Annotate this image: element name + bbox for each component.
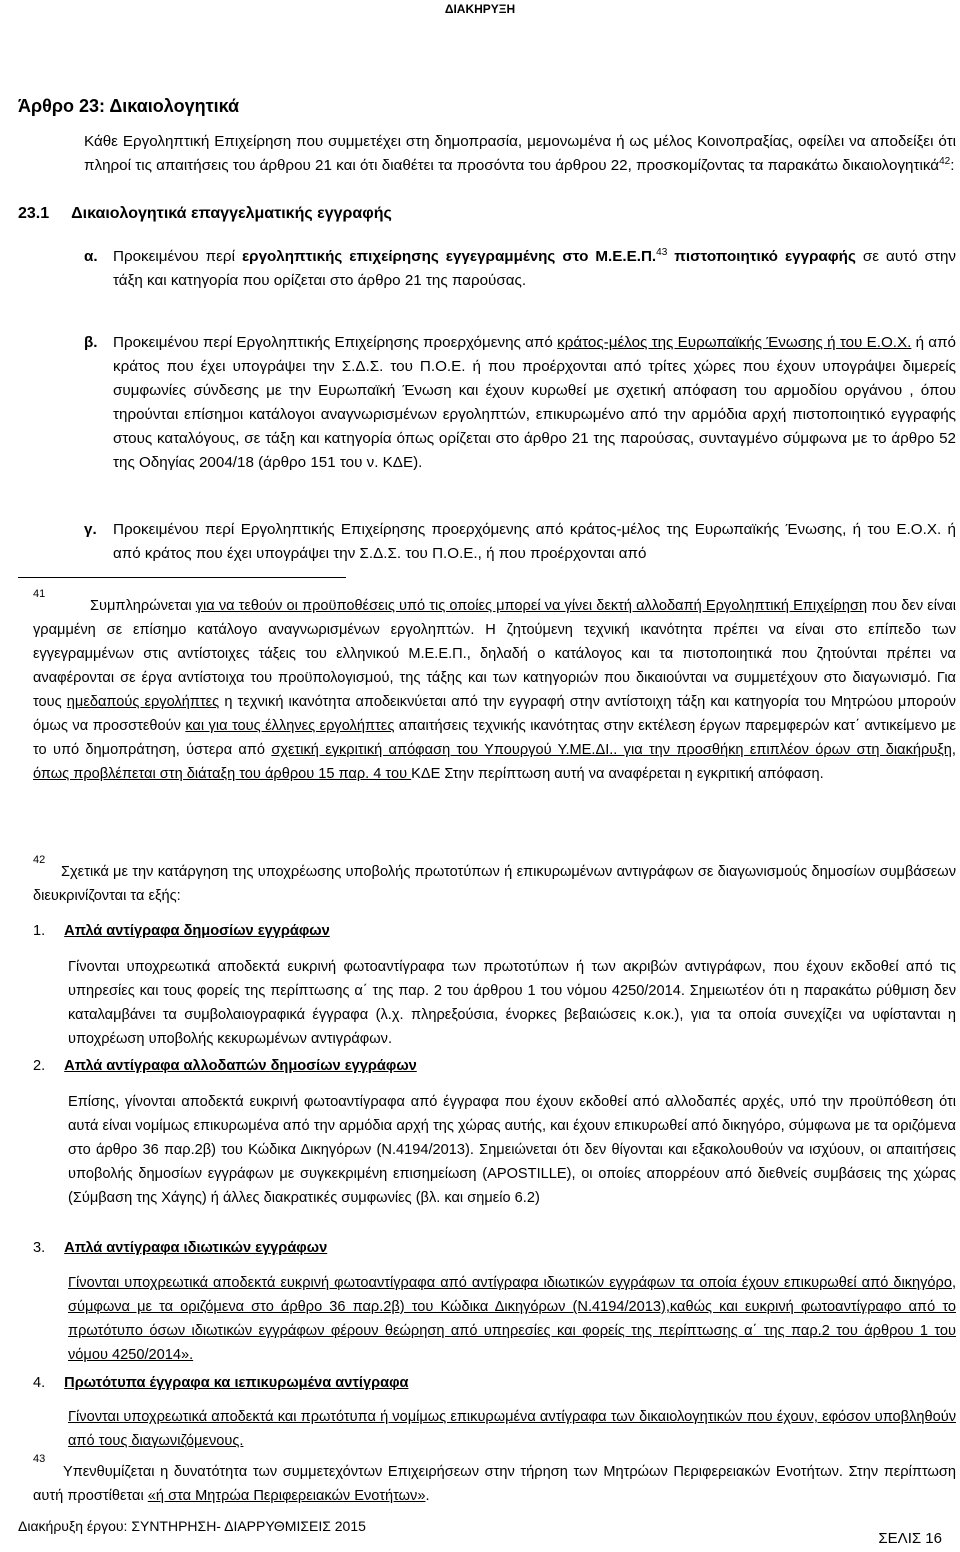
fn42-item-2-text: Επίσης, γίνονται αποδεκτά ευκρινή φωτοαντίγραφα από έγγραφα που έχουν εκδοθεί από αλλοδαπές αρχές, υπό την προϋπόθεση ότι αυτά είναι νομίμως επικυρωμένα από την αρμόδια αρχή της χώρας αυτής, και έχουν επικυρωθεί από δικηγόρο, σύμφωνα με τα οριζόμενα στο άρθρο 36 παρ.2β) του Κώδικα Δικηγόρων (Ν.4194/2013). Σημειώνεται ότι δεν θίγονται και εξακολουθούν να ισχύουν, οι απαιτήσεις υποβολής δημοσίων εγγράφων με συγκεκριμένη επισημείωση (APOSTILLE), οι οποίες απορρέουν από διεθνείς συμβάσεις της χώρας (Σύμβαση της Χάγης) ή άλλες διακρατικές συμφωνίες (βλ. και σημείο 6.2) [68, 1094, 956, 1206]
document-header: ΔΙΑΚΗΡΥΞΗ [444, 2, 516, 16]
footnote-41-number: 41 [33, 588, 46, 600]
item-b-text: Προκειμένου περί Εργοληπτικής Επιχείρησης προερχόμενης από κράτος-μέλος της Ευρωπαϊκής Ένωσης ή του Ε.Ο.Χ. ή από κράτος που έχει υπογράψει την Σ.Δ.Σ. του Π.Ο.Ε. ή που προέρχονται από τρίτες χώρες που έχουν υπογράψει διμερείς συμφωνίες σύνδεσης με την Ευρωπαϊκή Ένωση και έχουν κυρωθεί με σχετική απόφαση του αρμοδίου οργάνου , όπου τηρούνται επίσημοι κατάλογοι αναγνωρισμένων εργοληπτών, επικυρωμένο από την αρμόδια αρχή πιστοποιητικό εγγραφής στους καταλόγους, σε τάξη και κατηγορία όπως ορίζεται στο άρθρο 21 της παρούσας, συνταγμένο σύμφωνα με το άρθρο 52 της Οδηγίας 2004/18 (άρθρο 151 του ν. ΚΔΕ). [113, 334, 956, 471]
footnote-ref-43[interactable]: 43 [656, 246, 668, 258]
intro-paragraph: Κάθε Εργοληπτική Επιχείρηση που συμμετέχει στη δημοπρασία, μεμονωμένα ή ως μέλος Κοινοπραξίας, οφείλει να αποδείξει ότι πληροί τις απαιτήσεις του άρθρου 21 και ότι διαθέτει τα προσόντα του άρθρου 22, προσκομίζοντας τα παρακάτω δικαιολογητικά$^{42}$: [84, 133, 956, 174]
fn42-item-1-heading: 1. Απλά αντίγραφα δημοσίων εγγράφων [33, 923, 330, 939]
footnote-43-text: Υπενθυμίζεται η δυνατότητα των συμμετεχόντων Επιχειρήσεων στην τήρηση των Μητρώων Περιφερειακών Ενοτήτων. Στην περίπτωση αυτή προστίθεται «ή στα Μητρώα Περιφερειακών Ενοτήτων». [33, 1464, 956, 1504]
article-title: Άρθρο 23: Δικαιολογητικά [18, 96, 240, 116]
fn42-item-2-title: Απλά αντίγραφα αλλοδαπών δημοσίων εγγράφων [64, 1058, 417, 1074]
page-number: ΣΕΛΙΣ 16 [878, 1530, 942, 1547]
footnote-ref-42[interactable]: 42 [939, 155, 951, 167]
footnote-42-intro: Σχετικά με την κατάργηση της υποχρέωσης υποβολής πρωτοτύπων ή επικυρωμένων αντιγράφων σε διαγωνισμούς δημοσίων συμβάσεων διευκρινίζονται τα εξής: [33, 864, 956, 904]
item-a-text: Προκειμένου περί εργοληπτικής επιχείρησης εγγεγραμμένης στο Μ.Ε.Ε.Π.$^{43}$ πιστοποιητικό εγγραφής σε αυτό στην τάξη και κατηγορία που ορίζεται στο άρθρο 21 της παρούσας. [113, 246, 956, 289]
footnote-42-number: 42 [33, 854, 46, 866]
fn42-item-2-heading: 2. Απλά αντίγραφα αλλοδαπών δημοσίων εγγράφων [33, 1058, 417, 1074]
fn42-item-4-heading: 4. Πρωτότυπα έγγραφα κα ιεπικυρωμένα αντίγραφα [33, 1375, 409, 1391]
fn42-item-1-text: Γίνονται υποχρεωτικά αποδεκτά ευκρινή φωτοαντίγραφα των πρωτοτύπων ή των ακριβών αντιγράφων, που έχουν εκδοθεί από τις υπηρεσίες και τους φορείς της περίπτωσης α΄ της παρ. 2 του άρθρου 1 του νόμου 4250/2014. Σημειωτέον ότι η παρακάτω ρύθμιση δεν καταλαμβάνει τα συμβολαιογραφικά έγγραφα (λ.χ. πληρεξούσια, ένορκες βεβαιώσεις κ.οκ.), για τα οποία συνεχίζει να υφίστανται η υποχρέωση υποβολής κεκυρωμένων αντιγράφων. [68, 959, 956, 1047]
item-c-text: Προκειμένου περί Εργοληπτικής Επιχείρησης προερχόμενης από κράτος-μέλος της Ευρωπαϊκής Ένωσης, ή του Ε.Ο.Χ. ή από κράτος που έχει υπογράψει την Σ.Δ.Σ. του Π.Ο.Ε., ή που προέρχονται από [113, 521, 956, 562]
footnote-41-text: Συμπληρώνεται για να τεθούν οι προϋποθέσεις υπό τις οποίες μπορεί να γίνει δεκτή αλλοδαπή Εργοληπτική Επιχείρηση που δεν είναι γραμμένη σε επίσημο κατάλογο αναγνωρισμένων εργοληπτών. Η ζητούμενη τεχνική ικανότητα πρέπει να είναι στο επίπεδο των εγγεγραμμένων στις αντίστοιχες τάξεις του ελληνικού Μ.Ε.Ε.Π., δηλαδή ο κατάλογος και τα πιστοποιητικά που ζητούνται πρέπει να αναφέρονται σε έργα αντίστοιχα του προϋπολογισμού, της τάξης και των κατηγοριών που δικαιούνται να συμμετέχουν στο διαγωνισμό. Για τους ημεδαπούς εργολήπτες η τεχνική ικανότητα αποδεικνύεται από την εγγραφή στην αντίστοιχη τάξη και κατηγορία του Μητρώου μπορούν όμως να προσστεθούν και για τους έλληνες εργολήπτες απαιτήσεις τεχνικής ικανότητας στην εκτέλεση έργων παρεμφερών κατ΄ αντικείμενο με το υπό δημοπράτηση, ύστερα από σχετική εγκριτική απόφαση του Υπουργού Υ.ΜΕ.ΔΙ.. για την προσθήκη επιπλέον όρων στη διακήρυξη, όπως προβλέπεται στη διάταξη του άρθρου 15 παρ. 4 του ΚΔΕ Στην περίπτωση αυτή να αναφέρεται η εγκριτική απόφαση. [33, 598, 956, 782]
fn42-item-4-text: Γίνονται υποχρεωτικά αποδεκτά και πρωτότυπα ή νομίμως επικυρωμένα αντίγραφα των δικαιολογητικών που έχουν, εφόσον υποβληθούν από τους διαγωνιζόμενους. [68, 1409, 956, 1449]
item-c-label: γ. [84, 521, 97, 538]
fn42-item-1-title: Απλά αντίγραφα δημοσίων εγγράφων [64, 923, 330, 939]
document-footer: Διακήρυξη έργου: ΣΥΝΤΗΡΗΣΗ- ΔΙΑΡΡΥΘΜΙΣΕΙΣ 2015 [18, 1518, 366, 1534]
footnote-separator [18, 577, 346, 578]
section-title: Δικαιολογητικά επαγγελματικής εγγραφής [71, 205, 392, 222]
item-b-label: β. [84, 334, 98, 351]
item-a-label: α. [84, 248, 98, 265]
fn42-item-3-text: Γίνονται υποχρεωτικά αποδεκτά ευκρινή φωτοαντίγραφα από αντίγραφα ιδιωτικών εγγράφων τα οποία έχουν επικυρωθεί από δικηγόρο, σύμφωνα με τα οριζόμενα στο άρθρο 36 παρ.2β) του Κώδικα Δικηγόρων (Ν.4194/2013),καθώς και ευκρινή φωτοαντίγραφο από το πρωτότυπο όσων ιδιωτικών εγγράφων φέρουν θεώρηση από υπηρεσίες και φορείς της περίπτωσης α΄ της παρ.2 του άρθρου 1 του νόμου 4250/2014». [68, 1275, 956, 1363]
fn42-item-3-heading: 3. Απλά αντίγραφα ιδιωτικών εγγράφων [33, 1240, 328, 1256]
section-heading [18, 205, 392, 223]
footnote-43-number: 43 [33, 1453, 46, 1465]
fn42-item-4-title: Πρωτότυπα έγγραφα κα ιεπικυρωμένα αντίγραφα [64, 1375, 409, 1391]
section-number: 23.1 [18, 205, 50, 222]
fn42-item-3-title: Απλά αντίγραφα ιδιωτικών εγγράφων [64, 1240, 328, 1256]
